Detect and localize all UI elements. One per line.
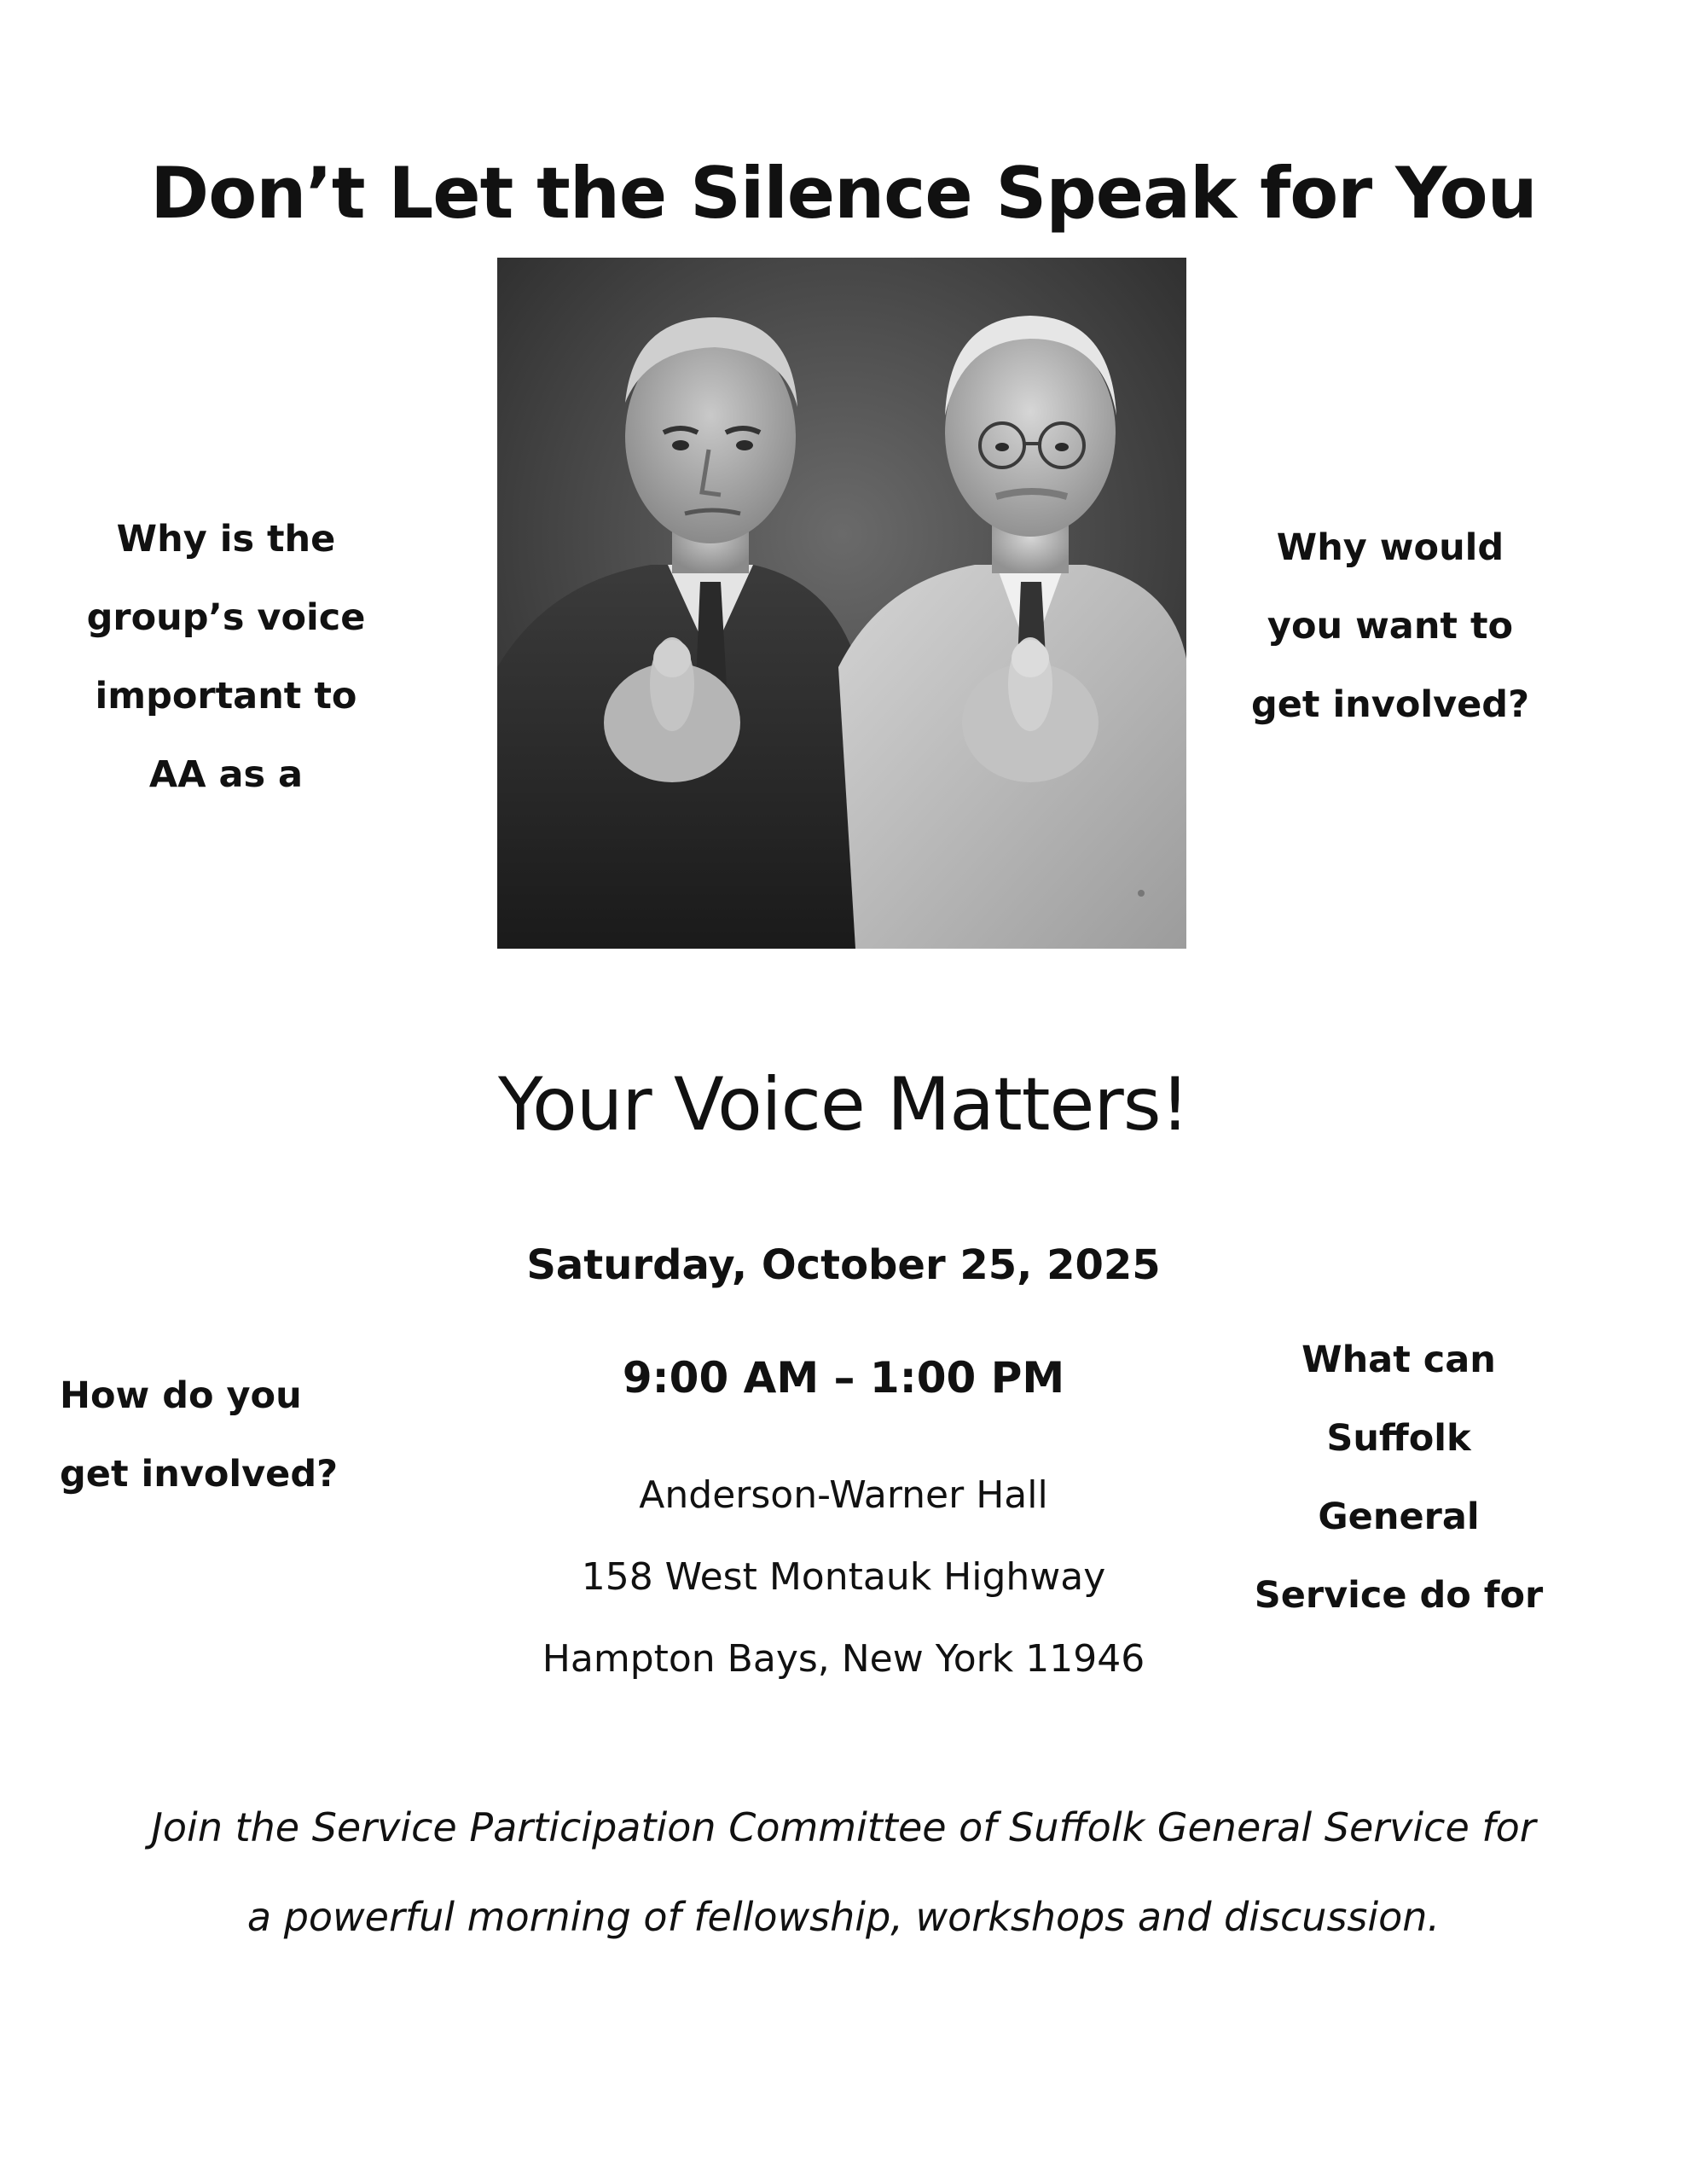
event-date: Saturday, October 25, 2025 — [526, 1241, 1161, 1289]
flyer-headline: Don’t Let the Silence Speak for You — [150, 152, 1537, 235]
invitation-line: Join the Service Participation Committee of Suffolk General Service for — [151, 1804, 1536, 1850]
question-line: Why would — [1276, 526, 1504, 569]
two-men-pointing-photo — [497, 258, 1186, 949]
question-line: you want to — [1267, 605, 1514, 648]
question-line: AA as a — [148, 753, 304, 796]
question-line: group’s voice — [86, 596, 366, 639]
question-line: Why is the — [116, 518, 336, 561]
subhead: Your Voice Matters! — [497, 1062, 1189, 1147]
question-line: get involved? — [1250, 683, 1530, 726]
question-group-voice — [51, 500, 401, 814]
question-line: Suffolk — [1326, 1417, 1471, 1460]
question-line: General — [1318, 1496, 1480, 1538]
venue-city: Hampton Bays, New York 11946 — [542, 1637, 1145, 1681]
event-venue — [0, 1455, 1687, 1700]
question-line: important to — [95, 675, 357, 717]
question-line: Service do for — [1254, 1574, 1544, 1617]
invitation-text — [0, 1783, 1687, 1962]
event-time: 9:00 AM – 1:00 PM — [622, 1353, 1065, 1403]
question-line: How do you — [60, 1374, 302, 1417]
question-line: What can — [1301, 1339, 1496, 1381]
venue-name: Anderson-Warner Hall — [639, 1473, 1048, 1517]
invitation-line: a powerful morning of fellowship, workshops and discussion. — [246, 1894, 1441, 1940]
venue-street: 158 West Montauk Highway — [581, 1555, 1106, 1599]
question-line: get involved? — [60, 1453, 339, 1496]
question-why-involved — [1220, 508, 1561, 744]
